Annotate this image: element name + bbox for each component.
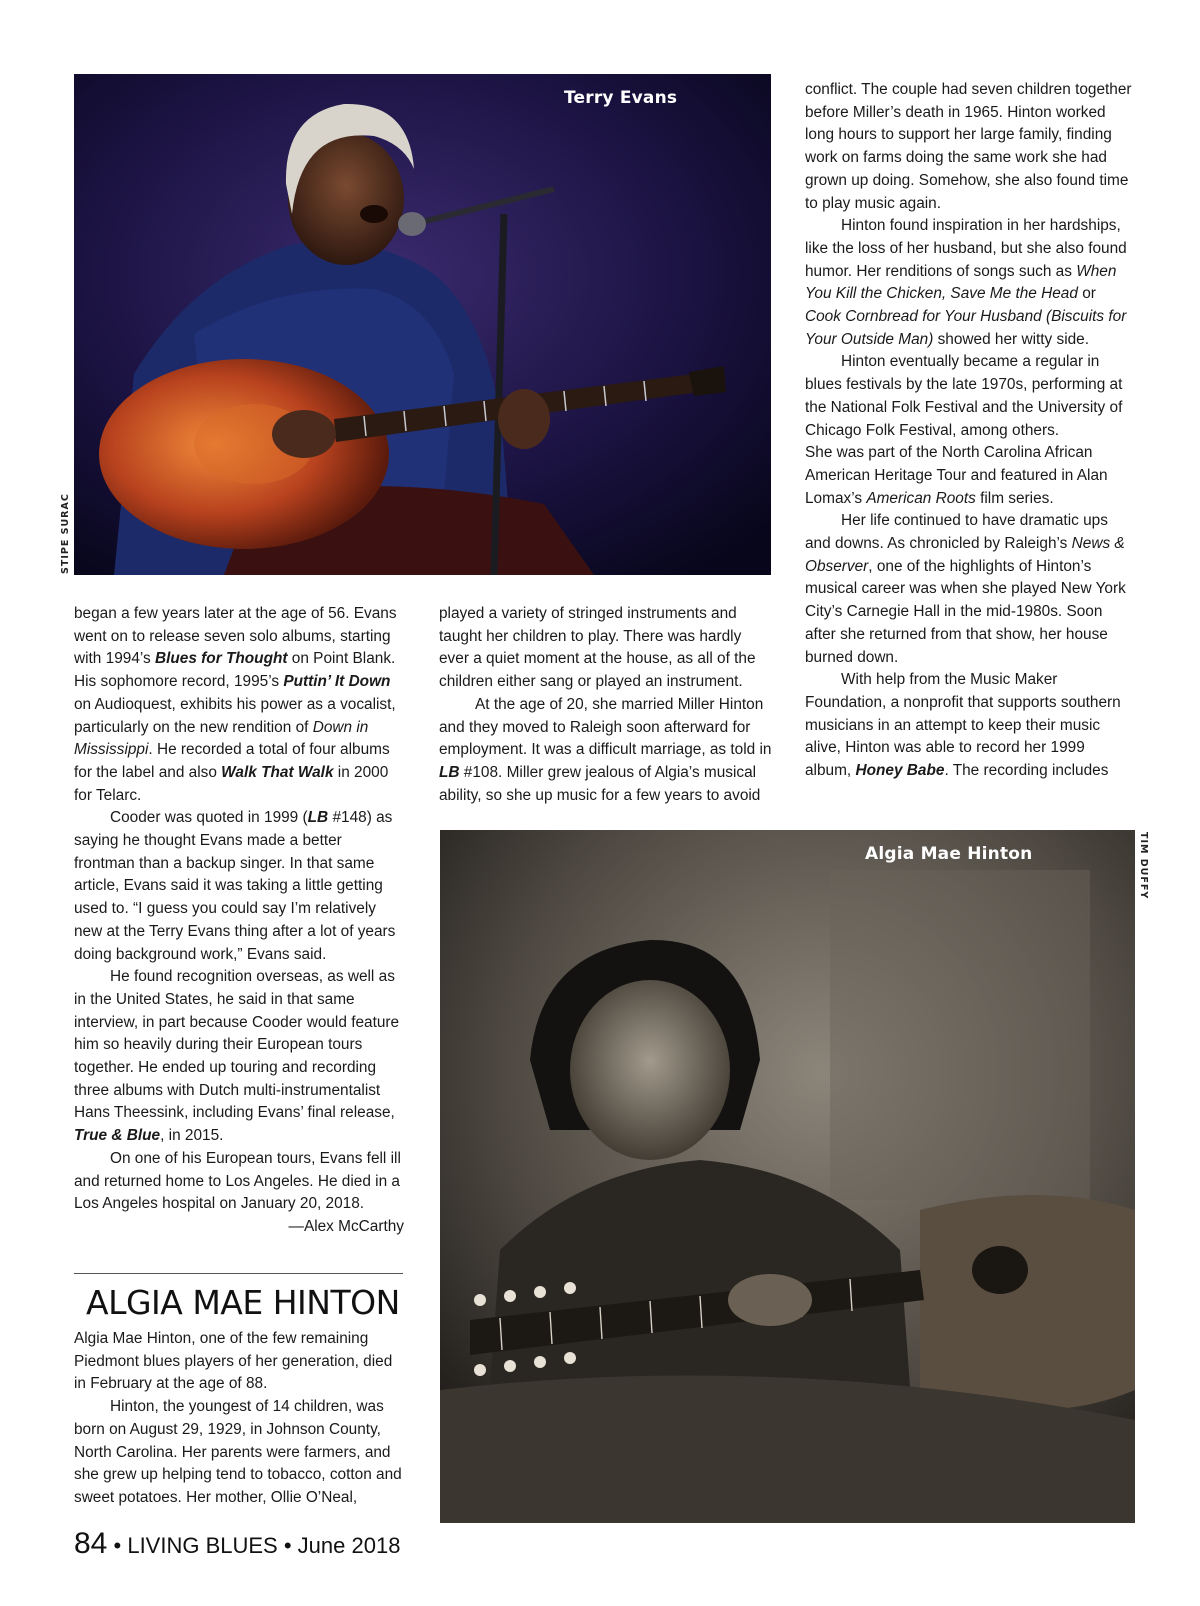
paragraph: He found recognition overseas, as well as in the United States, he said in that same interview, in part because Cooder would feature him so heavily during their European tours together. He ended up touring and recording three albums with Dutch multi-instrumentalist Hans Theessink, including Evans’ final release, True & Blue, in 2015. xyxy=(74,968,400,1145)
photo-caption-terry-evans: Terry Evans xyxy=(564,88,678,108)
folio-bullet: • xyxy=(283,1533,292,1558)
page-number: 84 xyxy=(74,1527,108,1560)
author-signature: —Alex McCarthy xyxy=(288,1217,404,1235)
terry-evans-photo xyxy=(74,74,771,575)
paragraph: began a few years later at the age of 56. Evans went on to release seven solo albums, starting with 1994’s Blues for Thought on Point Blank. His sophomore record, 1995’s Puttin’ It Down on Audioquest, exhibits his power as a vocalist, particularly on the new rendition of Down in Mississippi. He recorded a total of four albums for the label and also Walk That Walk in 2000 for Telarc. xyxy=(74,605,397,804)
paragraph: Her life continued to have dramatic ups and downs. As chronicled by Raleigh’s News & Observer, one of the highlights of Hinton’s musical career was when she played New York City’s Carnegie Hall in the mid-1980s. Soon after she returned from that show, her house burned down. xyxy=(805,512,1126,666)
photo-credit-tim-duffy: TIM DUFFY xyxy=(1138,832,1149,900)
article-column-1-continued xyxy=(74,1328,404,1510)
paragraph: Hinton eventually became a regular in blues festivals by the late 1970s, performing at the National Folk Festival and the University of Chicago Folk Festival, among others. xyxy=(805,353,1123,439)
folio-bullet: • xyxy=(113,1533,122,1558)
paragraph: She was part of the North Carolina African American Heritage Tour and featured in Alan Lomax’s American Roots film series. xyxy=(805,444,1108,507)
paragraph: conflict. The couple had seven children together before Miller’s death in 1965. Hinton worked long hours to support her large family, finding work on farms doing the same work she had grown up doing. Somehow, she also found time to play music again. xyxy=(805,81,1132,212)
paragraph: At the age of 20, she married Miller Hinton and they moved to Raleigh soon afterward for employment. It was a difficult marriage, as told in LB #108. Miller grew jealous of Algia’s musical ability, so she up music for a few years to avoid xyxy=(439,695,772,804)
page-folio xyxy=(74,1527,400,1561)
paragraph: On one of his European tours, Evans fell ill and returned home to Los Angeles. He died in a Los Angeles hospital on January 20, 2018. xyxy=(74,1149,401,1213)
issue-date: June 2018 xyxy=(297,1533,401,1558)
section-divider xyxy=(74,1273,403,1274)
paragraph: With help from the Music Maker Foundation, a nonprofit that supports southern musicians in an attempt to keep their music alive, Hinton was able to record her 1999 album, Honey Babe. The recording includes xyxy=(805,671,1121,780)
magazine-name: LIVING BLUES xyxy=(127,1533,278,1558)
photo-credit-stipe-surac: STIPE SURAC xyxy=(60,493,71,574)
article-column-1 xyxy=(74,603,404,1239)
article-column-3 xyxy=(805,79,1135,783)
paragraph: Cooder was quoted in 1999 (LB #148) as saying he thought Evans made a better frontman than a backup singer. In that same article, Evans said it was taking a little getting used to. “I guess you could say I’m relatively new at the Terry Evans thing after a lot of years doing background work,” Evans said. xyxy=(74,809,396,963)
algia-mae-hinton-photo xyxy=(440,830,1135,1523)
paragraph: Algia Mae Hinton, one of the few remaining Piedmont blues players of her generation, died in February at the age of 88. xyxy=(74,1330,393,1393)
paragraph: Hinton, the youngest of 14 children, was born on August 29, 1929, in Johnson County, North Carolina. Her parents were farmers, and she grew up helping tend to tobacco, cotton and sweet potatoes. Her mother, Ollie O’Neal, xyxy=(74,1398,402,1506)
photo-caption-algia-mae-hinton: Algia Mae Hinton xyxy=(865,844,1033,864)
article-column-2 xyxy=(439,603,773,807)
obituary-heading: ALGIA MAE HINTON xyxy=(86,1283,400,1322)
paragraph: Hinton found inspiration in her hardships, like the loss of her husband, but she also found humor. Her renditions of songs such as When You Kill the Chicken, Save Me the Head or Cook Cornbread for Your Husband (Biscuits for Your Outside Man) showed her witty side. xyxy=(805,217,1127,348)
paragraph: played a variety of stringed instruments and taught her children to play. There was hardly ever a quiet moment at the house, as all of the children either sang or played an instrument. xyxy=(439,605,756,691)
